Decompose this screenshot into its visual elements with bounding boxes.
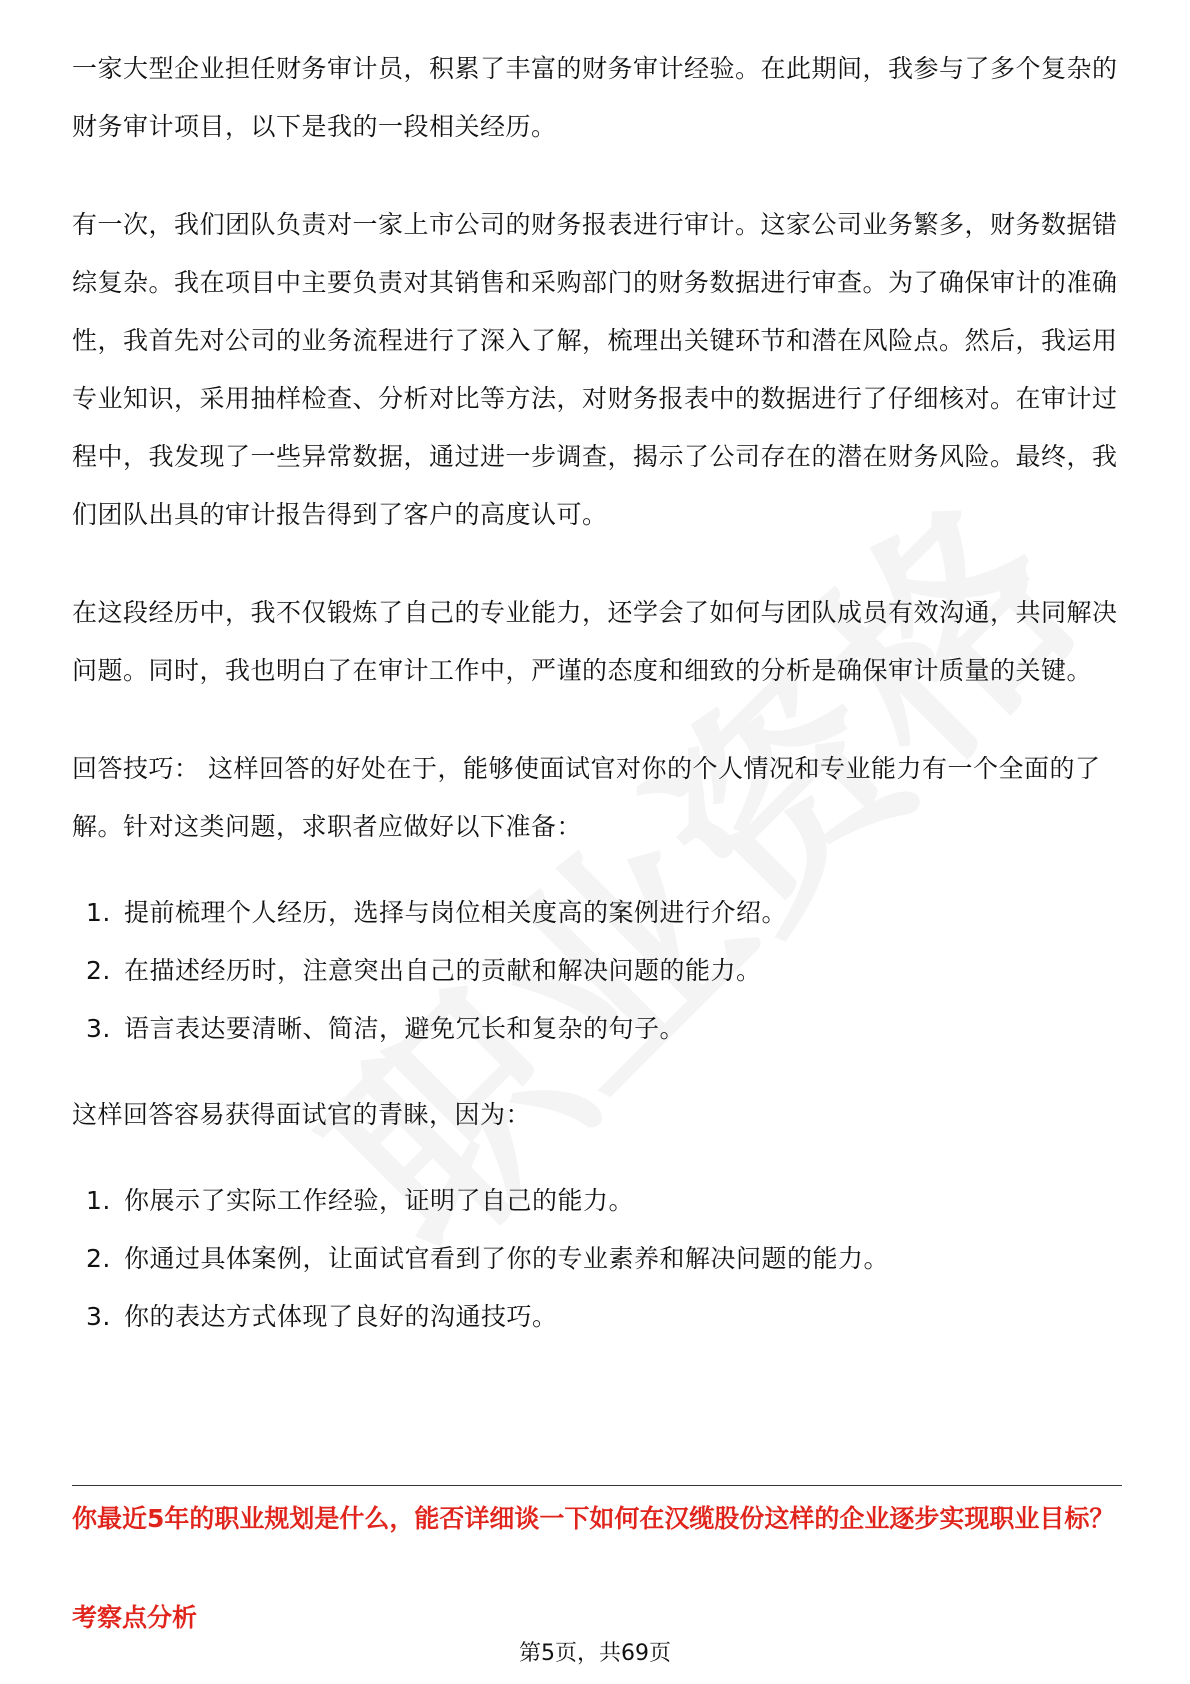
list-item: 1. 你展示了实际工作经验，证明了自己的能力。: [86, 1186, 635, 1215]
preparation-list: [72, 884, 1122, 1058]
list-item: 3. 语言表达要清晰、简洁，避免冗长和复杂的句子。: [86, 1014, 686, 1043]
paragraph-answer-tips: 回答技巧： 这样回答的好处在于，能够使面试官对你的个人情况和专业能力有一个全面的了解。针对这类问题，求职者应做好以下准备：: [72, 754, 1101, 841]
list-item: 3. 你的表达方式体现了良好的沟通技巧。: [86, 1302, 558, 1331]
reasons-list: [72, 1172, 1122, 1346]
list-item: 2. 你通过具体案例，让面试官看到了你的专业素养和解决问题的能力。: [86, 1244, 890, 1273]
section-divider: [72, 1485, 1122, 1486]
list-item: 2. 在描述经历时，注意突出自己的贡献和解决问题的能力。: [86, 956, 762, 985]
section-heading: 考察点分析: [72, 1603, 198, 1632]
document-body: [72, 40, 1122, 1346]
paragraph-why-favored: 这样回答容易获得面试官的青睐，因为：: [72, 1100, 532, 1129]
page-number: 第5页，共69页: [519, 1641, 671, 1666]
paragraph-intro: 一家大型企业担任财务审计员，积累了丰富的财务审计经验。在此期间，我参与了多个复杂的财务审计项目，以下是我的一段相关经历。: [72, 54, 1118, 141]
paragraph-reflection: 在这段经历中，我不仅锻炼了自己的专业能力，还学会了如何与团队成员有效沟通，共同解决问题。同时，我也明白了在审计工作中，严谨的态度和细致的分析是确保审计质量的关键。: [72, 598, 1118, 685]
list-item: 1. 提前梳理个人经历，选择与岗位相关度高的案例进行介绍。: [86, 898, 788, 927]
paragraph-experience: 有一次，我们团队负责对一家上市公司的财务报表进行审计。这家公司业务繁多，财务数据错综复杂。我在项目中主要负责对其销售和采购部门的财务数据进行审查。为了确保审计的准确性，我首先对公司的业务流程进行了深入了解，梳理出关键环节和潜在风险点。然后，我运用专业知识，采用抽样检查、分析对比等方法，对财务报表中的数据进行了仔细核对。在审计过程中，我发现了一些异常数据，通过进一步调查，揭示了公司存在的潜在财务风险。最终，我们团队出具的审计报告得到了客户的高度认可。: [72, 210, 1118, 529]
question-heading: 你最近5年的职业规划是什么，能否详细谈一下如何在汉缆股份这样的企业逐步实现职业目标？: [72, 1504, 1115, 1533]
